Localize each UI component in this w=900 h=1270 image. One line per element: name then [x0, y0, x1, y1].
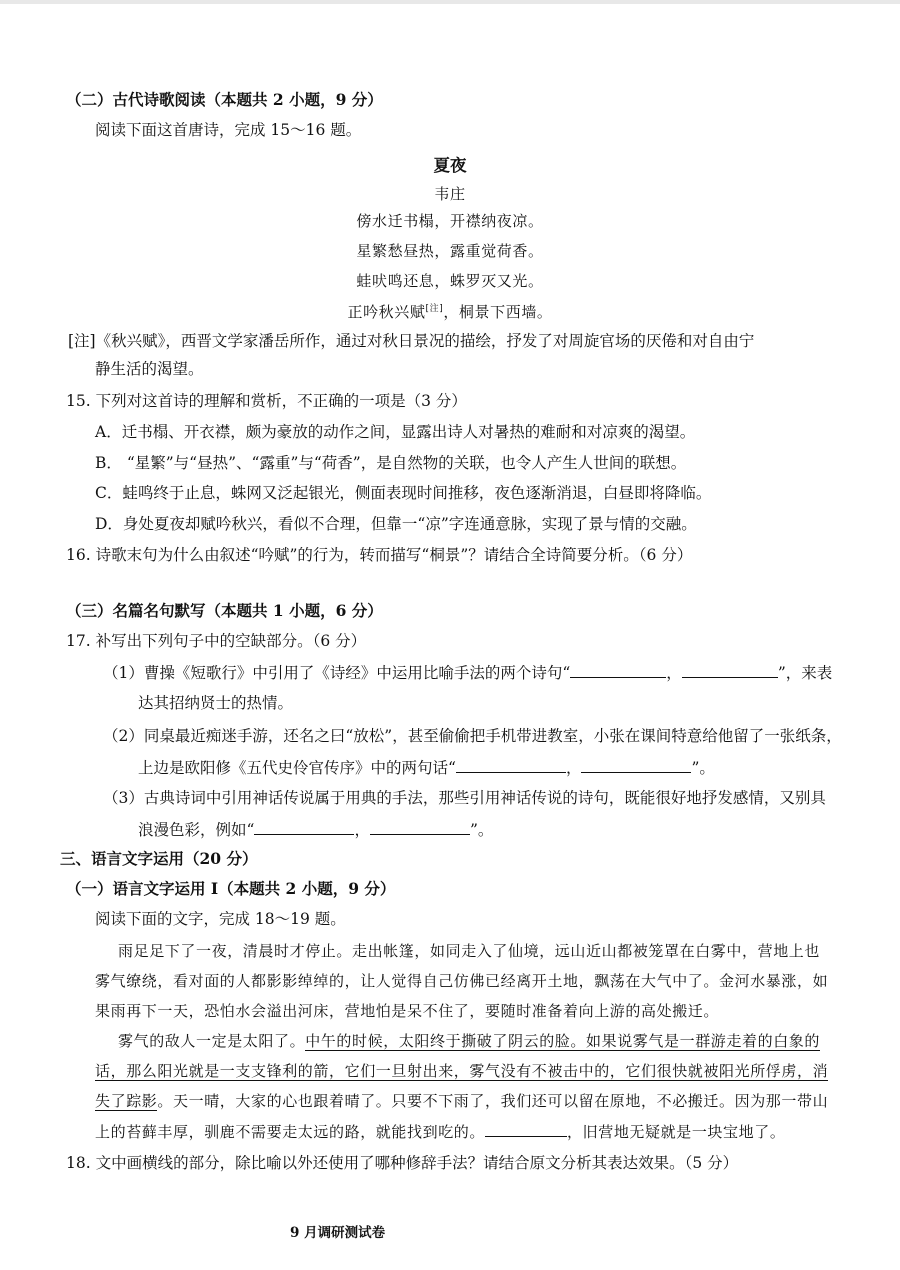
passage-line-with-blank	[95, 1120, 785, 1143]
passage-text: ，旧营地无疑就是一块宝地了。	[567, 1123, 786, 1141]
page-footer: 9 月调研测试卷	[290, 1225, 386, 1241]
question-15-option-c: C．蛙鸣终于止息，蛛网又泛起银光，侧面表现时间推移，夜色逐渐消退，白昼即将降临。	[95, 484, 712, 502]
passage-line: 雾气缭绕，看对面的人都影影绰绰的，让人觉得自己仿佛已经离开土地，飘荡在大气中了。金河水暴涨，如	[95, 972, 829, 990]
question-17-part-3-text: 浪漫色彩，例如“	[138, 821, 255, 839]
question-17-part-2: （2）同桌最近痴迷手游，还名之曰“放松”，甚至偷偷把手机带进教室，小张在课间特意给他留了一张纸条，	[103, 727, 842, 745]
passage-line: 雨足足下了一夜，清晨时才停止。走出帐篷，如同走入了仙境，远山近山都被笼罩在白雾中，营地上也	[118, 942, 821, 960]
question-15-option-b: B． “星繁”与“昼热”、“露重”与“荷香”，是自然物的关联，也令人产生人世间的联想。	[95, 454, 687, 472]
section-header-poetry: （二）古代诗歌阅读（本题共 2 小题，9 分）	[66, 90, 383, 109]
scan-top-edge	[0, 0, 900, 4]
passage-line: 果雨再下一天，恐怕水会溢出河床，营地怕是呆不住了，要随时准备着向上游的高处搬迁。	[95, 1002, 720, 1020]
passage-text: 上的苔藓丰厚，驯鹿不需要走太远的路，就能找到吃的。	[95, 1123, 486, 1141]
closing-quote: ”。	[469, 821, 494, 839]
poem-note-continued: 静生活的渴望。	[95, 360, 204, 378]
question-17-part-3: （3）古典诗词中引用神话传说属于用典的手法，那些引用神话传说的诗句，既能很好地抒发感情，又别具	[103, 789, 826, 807]
underlined-text: 失了踪影	[95, 1092, 158, 1110]
section-header-language-use: （一）语言文字运用 Ⅰ（本题共 2 小题，9 分）	[66, 879, 396, 898]
passage-line-underlined-start	[118, 1030, 820, 1052]
question-15-option-a: A．迁书榻、开衣襟，颇为豪放的动作之间，显露出诗人对暑热的难耐和对凉爽的渴望。	[95, 423, 696, 441]
answer-blank[interactable]	[254, 818, 354, 835]
question-17-part-1-continued: 达其招纳贤士的热情。	[138, 694, 294, 712]
question-15-stem: 15. 下列对这首诗的理解和赏析，不正确的一项是（3 分）	[66, 392, 467, 410]
underlined-text: 中午的时候，太阳终于撕破了阴云的脸。如果说雾气是一群游走着的白象的	[305, 1032, 821, 1050]
answer-blank[interactable]	[485, 1120, 567, 1137]
poetry-instructions: 阅读下面这首唐诗，完成 15～16 题。	[95, 121, 362, 139]
poem-line-4-text-a: 正吟秋兴赋	[347, 303, 426, 321]
answer-blank[interactable]	[456, 756, 566, 773]
question-17-part-1-text: ”，来表	[777, 664, 833, 682]
passage-instructions: 阅读下面的文字，完成 18～19 题。	[95, 910, 346, 928]
separator: ，	[565, 759, 582, 777]
question-17-part-1	[103, 661, 832, 684]
part-3-header: 三、语言文字运用（20 分）	[60, 849, 258, 868]
poem-line: 星繁愁昼热，露重觉荷香。	[356, 242, 544, 260]
section-header-dictation: （三）名篇名句默写（本题共 1 小题，6 分）	[66, 601, 383, 620]
answer-blank[interactable]	[682, 661, 778, 678]
poem-author: 韦庄	[434, 185, 466, 203]
passage-text: 雾气的敌人一定是太阳了。	[118, 1032, 306, 1050]
poem-line: 傍水迁书榻，开襟纳夜凉。	[356, 212, 544, 230]
poem-line-4	[0, 298, 900, 323]
underlined-text: 话，那么阳光就是一支支锋利的箭，它们一旦射出来，雾气没有不被击中的，它们很快就被阳光所俘虏，消	[95, 1062, 829, 1080]
footnote-marker: [注]	[425, 304, 444, 314]
separator: ，	[354, 821, 370, 839]
answer-blank[interactable]	[370, 818, 470, 835]
question-18-stem: 18. 文中画横线的部分，除比喻以外还使用了哪种修辞手法？请结合原文分析其表达效果。（5 分）	[66, 1154, 739, 1172]
poem-line-4-text-b: ，桐景下西墙。	[443, 303, 553, 321]
question-17-stem: 17. 补写出下列句子中的空缺部分。（6 分）	[66, 632, 367, 650]
passage-text: 。天一晴，大家的心也跟着晴了。只要不下雨了，我们还可以留在原地，不必搬迁。因为那一带山	[157, 1092, 829, 1110]
poem-title: 夏夜	[433, 156, 467, 175]
passage-line-underlined	[95, 1060, 828, 1082]
separator: ，	[666, 664, 682, 682]
question-16-stem: 16. 诗歌末句为什么由叙述“吟赋”的行为，转而描写“桐景”？请结合全诗简要分析。（6 分）	[66, 546, 693, 564]
question-17-part-2-continued	[138, 756, 715, 779]
closing-quote: ”。	[691, 759, 715, 777]
poem-note: [注]《秋兴赋》，西晋文学家潘岳所作，通过对秋日景况的描绘，抒发了对周旋官场的厌倦和对自由宁	[68, 332, 755, 350]
question-17-part-3-continued	[138, 818, 493, 841]
question-17-part-1-text: （1）曹操《短歌行》中引用了《诗经》中运用比喻手法的两个诗句“	[103, 664, 571, 682]
answer-blank[interactable]	[570, 661, 666, 678]
question-15-option-d: D．身处夏夜却赋吟秋兴，看似不合理，但靠一“凉”字连通意脉，实现了景与情的交融。	[95, 515, 697, 533]
passage-line-underlined-end	[95, 1090, 828, 1112]
question-17-part-2-text: 上边是欧阳修《五代史伶官传序》中的两句话“	[138, 759, 456, 777]
poem-line: 蛙吠鸣还息，蛛罗灭又光。	[356, 272, 544, 290]
answer-blank[interactable]	[581, 756, 691, 773]
